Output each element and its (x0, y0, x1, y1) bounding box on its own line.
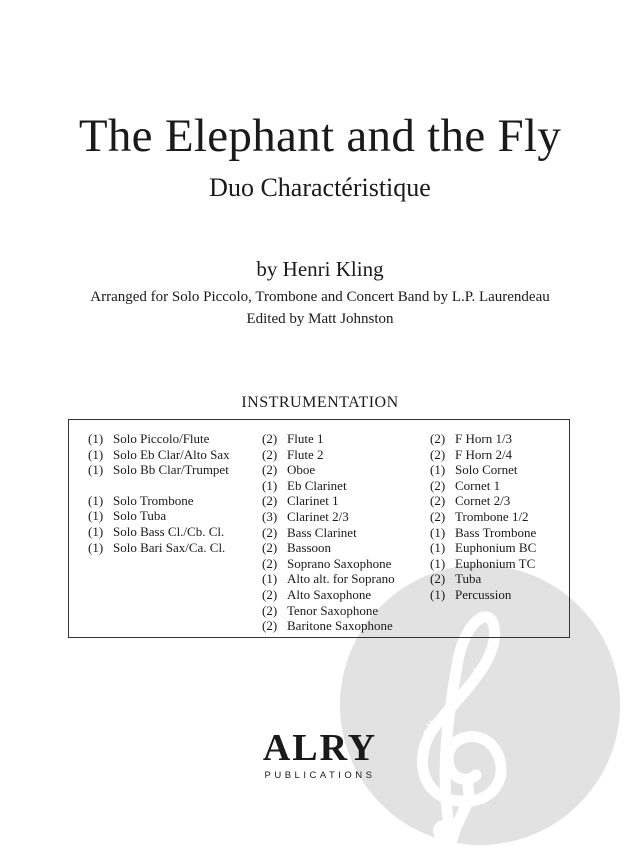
instrument-item (88, 431, 230, 447)
instrument-name: Cornet 1 (455, 477, 501, 493)
instrument-quantity: (2) (262, 540, 278, 556)
instrument-item (430, 525, 536, 541)
instrument-name: Solo Cornet (455, 462, 518, 478)
publisher-logo (0, 728, 640, 781)
instrument-quantity: (2) (262, 555, 278, 571)
instrument-name: F Horn 2/4 (455, 446, 513, 462)
instrument-item (88, 447, 230, 463)
composer-byline: by Henri Kling (256, 257, 384, 281)
instrument-name: Percussion (455, 586, 512, 602)
instrument-item (262, 478, 395, 494)
instrument-name: Eb Clarinet (287, 477, 347, 493)
instrument-item (88, 508, 230, 524)
instrument-name: Solo Bari Sax/Ca. Cl. (113, 539, 226, 555)
instrument-name: Solo Piccolo/Flute (113, 431, 210, 446)
instrument-name: Solo Bass Cl./Cb. Cl. (113, 523, 225, 539)
instrument-quantity: (2) (262, 618, 278, 634)
instrument-name: F Horn 1/3 (455, 431, 513, 446)
instrument-name: Euphonium BC (455, 540, 537, 556)
instrumentation-column-1 (88, 431, 230, 555)
instrument-quantity: (1) (430, 462, 446, 478)
instrument-name: Bassoon (287, 540, 332, 556)
instrument-quantity: (2) (430, 477, 446, 493)
instrument-quantity: (2) (430, 493, 446, 509)
instrument-name: Clarinet 2/3 (287, 508, 349, 524)
instrument-name: Alto Saxophone (287, 586, 372, 602)
instrument-quantity: (1) (430, 540, 446, 556)
instrument-quantity: (1) (262, 477, 278, 493)
page-title: The Elephant and the Fly (78, 110, 562, 162)
instrument-quantity: (1) (430, 555, 446, 571)
instrument-item (430, 540, 536, 556)
page-subtitle: Duo Charactéristique (209, 173, 431, 202)
instrument-item (262, 447, 395, 463)
instrument-item (262, 431, 395, 447)
instrument-quantity: (1) (88, 446, 104, 462)
instrument-item (430, 462, 536, 478)
instrument-quantity: (1) (430, 524, 446, 540)
instrument-name: Trombone 1/2 (455, 508, 529, 524)
instrument-name: Cornet 2/3 (455, 493, 511, 509)
instrument-item (88, 462, 230, 478)
instrument-item (262, 571, 395, 587)
instrument-quantity: (2) (262, 602, 278, 618)
instrument-name: Solo Trombone (113, 492, 194, 508)
instrument-item (430, 478, 536, 494)
instrument-name: Oboe (287, 462, 316, 478)
instrument-name: Solo Tuba (113, 508, 167, 524)
instrument-name: Bass Trombone (455, 524, 537, 540)
instrument-item (88, 524, 230, 540)
instrument-quantity: (1) (88, 508, 104, 524)
instrument-quantity: (1) (88, 492, 104, 508)
instrument-quantity: (1) (88, 539, 104, 555)
instrumentation-column-2 (262, 431, 395, 634)
instrumentation-heading: INSTRUMENTATION (241, 394, 399, 411)
instrument-quantity: (2) (262, 431, 278, 446)
instrument-quantity: (1) (88, 431, 104, 446)
instrument-item (262, 556, 395, 572)
instrument-quantity: (1) (88, 462, 104, 478)
arranger-credit: Arranged for Solo Piccolo, Trombone and Concert Band by L.P. Laurendeau (90, 289, 550, 305)
instrumentation-column-3 (430, 431, 536, 603)
instrument-name: Clarinet 1 (287, 493, 339, 509)
publisher-name: ALRY (262, 727, 378, 769)
instrument-name: Solo Eb Clar/Alto Sax (113, 446, 230, 462)
instrument-item (88, 493, 230, 509)
instrument-quantity: (2) (262, 446, 278, 462)
instrument-item (430, 447, 536, 463)
instrument-name: Tuba (455, 571, 482, 587)
instrument-name: Solo Bb Clar/Trumpet (113, 462, 229, 478)
instrument-quantity: (3) (262, 508, 278, 524)
watermark-text: alle-noten.de (418, 658, 491, 741)
instrument-item (262, 509, 395, 525)
instrument-quantity: (2) (430, 571, 446, 587)
instrument-name: Soprano Saxophone (287, 555, 392, 571)
instrument-item (88, 540, 230, 556)
instrument-item (430, 556, 536, 572)
instrument-quantity: (1) (88, 523, 104, 539)
instrument-item (262, 493, 395, 509)
editor-credit: Edited by Matt Johnston (246, 311, 394, 327)
instrument-name: Flute 1 (287, 431, 324, 446)
instrument-item (262, 587, 395, 603)
instrument-name: Alto alt. for Soprano (287, 571, 395, 587)
instrument-item (262, 462, 395, 478)
instrument-item (262, 603, 395, 619)
instrument-item (430, 587, 536, 603)
instrument-quantity: (2) (430, 446, 446, 462)
instrument-quantity: (2) (262, 493, 278, 509)
instrument-quantity: (2) (262, 524, 278, 540)
instrument-item (430, 509, 536, 525)
instrument-name: Tenor Saxophone (287, 602, 379, 618)
publisher-subtitle: PUBLICATIONS (264, 770, 376, 781)
instrument-quantity: (2) (430, 431, 446, 446)
instrument-name: Flute 2 (287, 446, 324, 462)
instrument-name: Euphonium TC (455, 555, 536, 571)
instrument-item (430, 493, 536, 509)
instrument-item (430, 571, 536, 587)
instrument-item (430, 431, 536, 447)
instrument-quantity: (2) (262, 586, 278, 602)
instrument-name: Bass Clarinet (287, 524, 357, 540)
instrument-item (262, 525, 395, 541)
instrument-quantity: (1) (262, 571, 278, 587)
instrument-quantity: (2) (262, 462, 278, 478)
instrument-quantity: (2) (430, 508, 446, 524)
instrument-quantity: (1) (430, 586, 446, 602)
instrument-item (262, 540, 395, 556)
instrument-item (262, 618, 395, 634)
instrument-name: Baritone Saxophone (287, 618, 393, 634)
